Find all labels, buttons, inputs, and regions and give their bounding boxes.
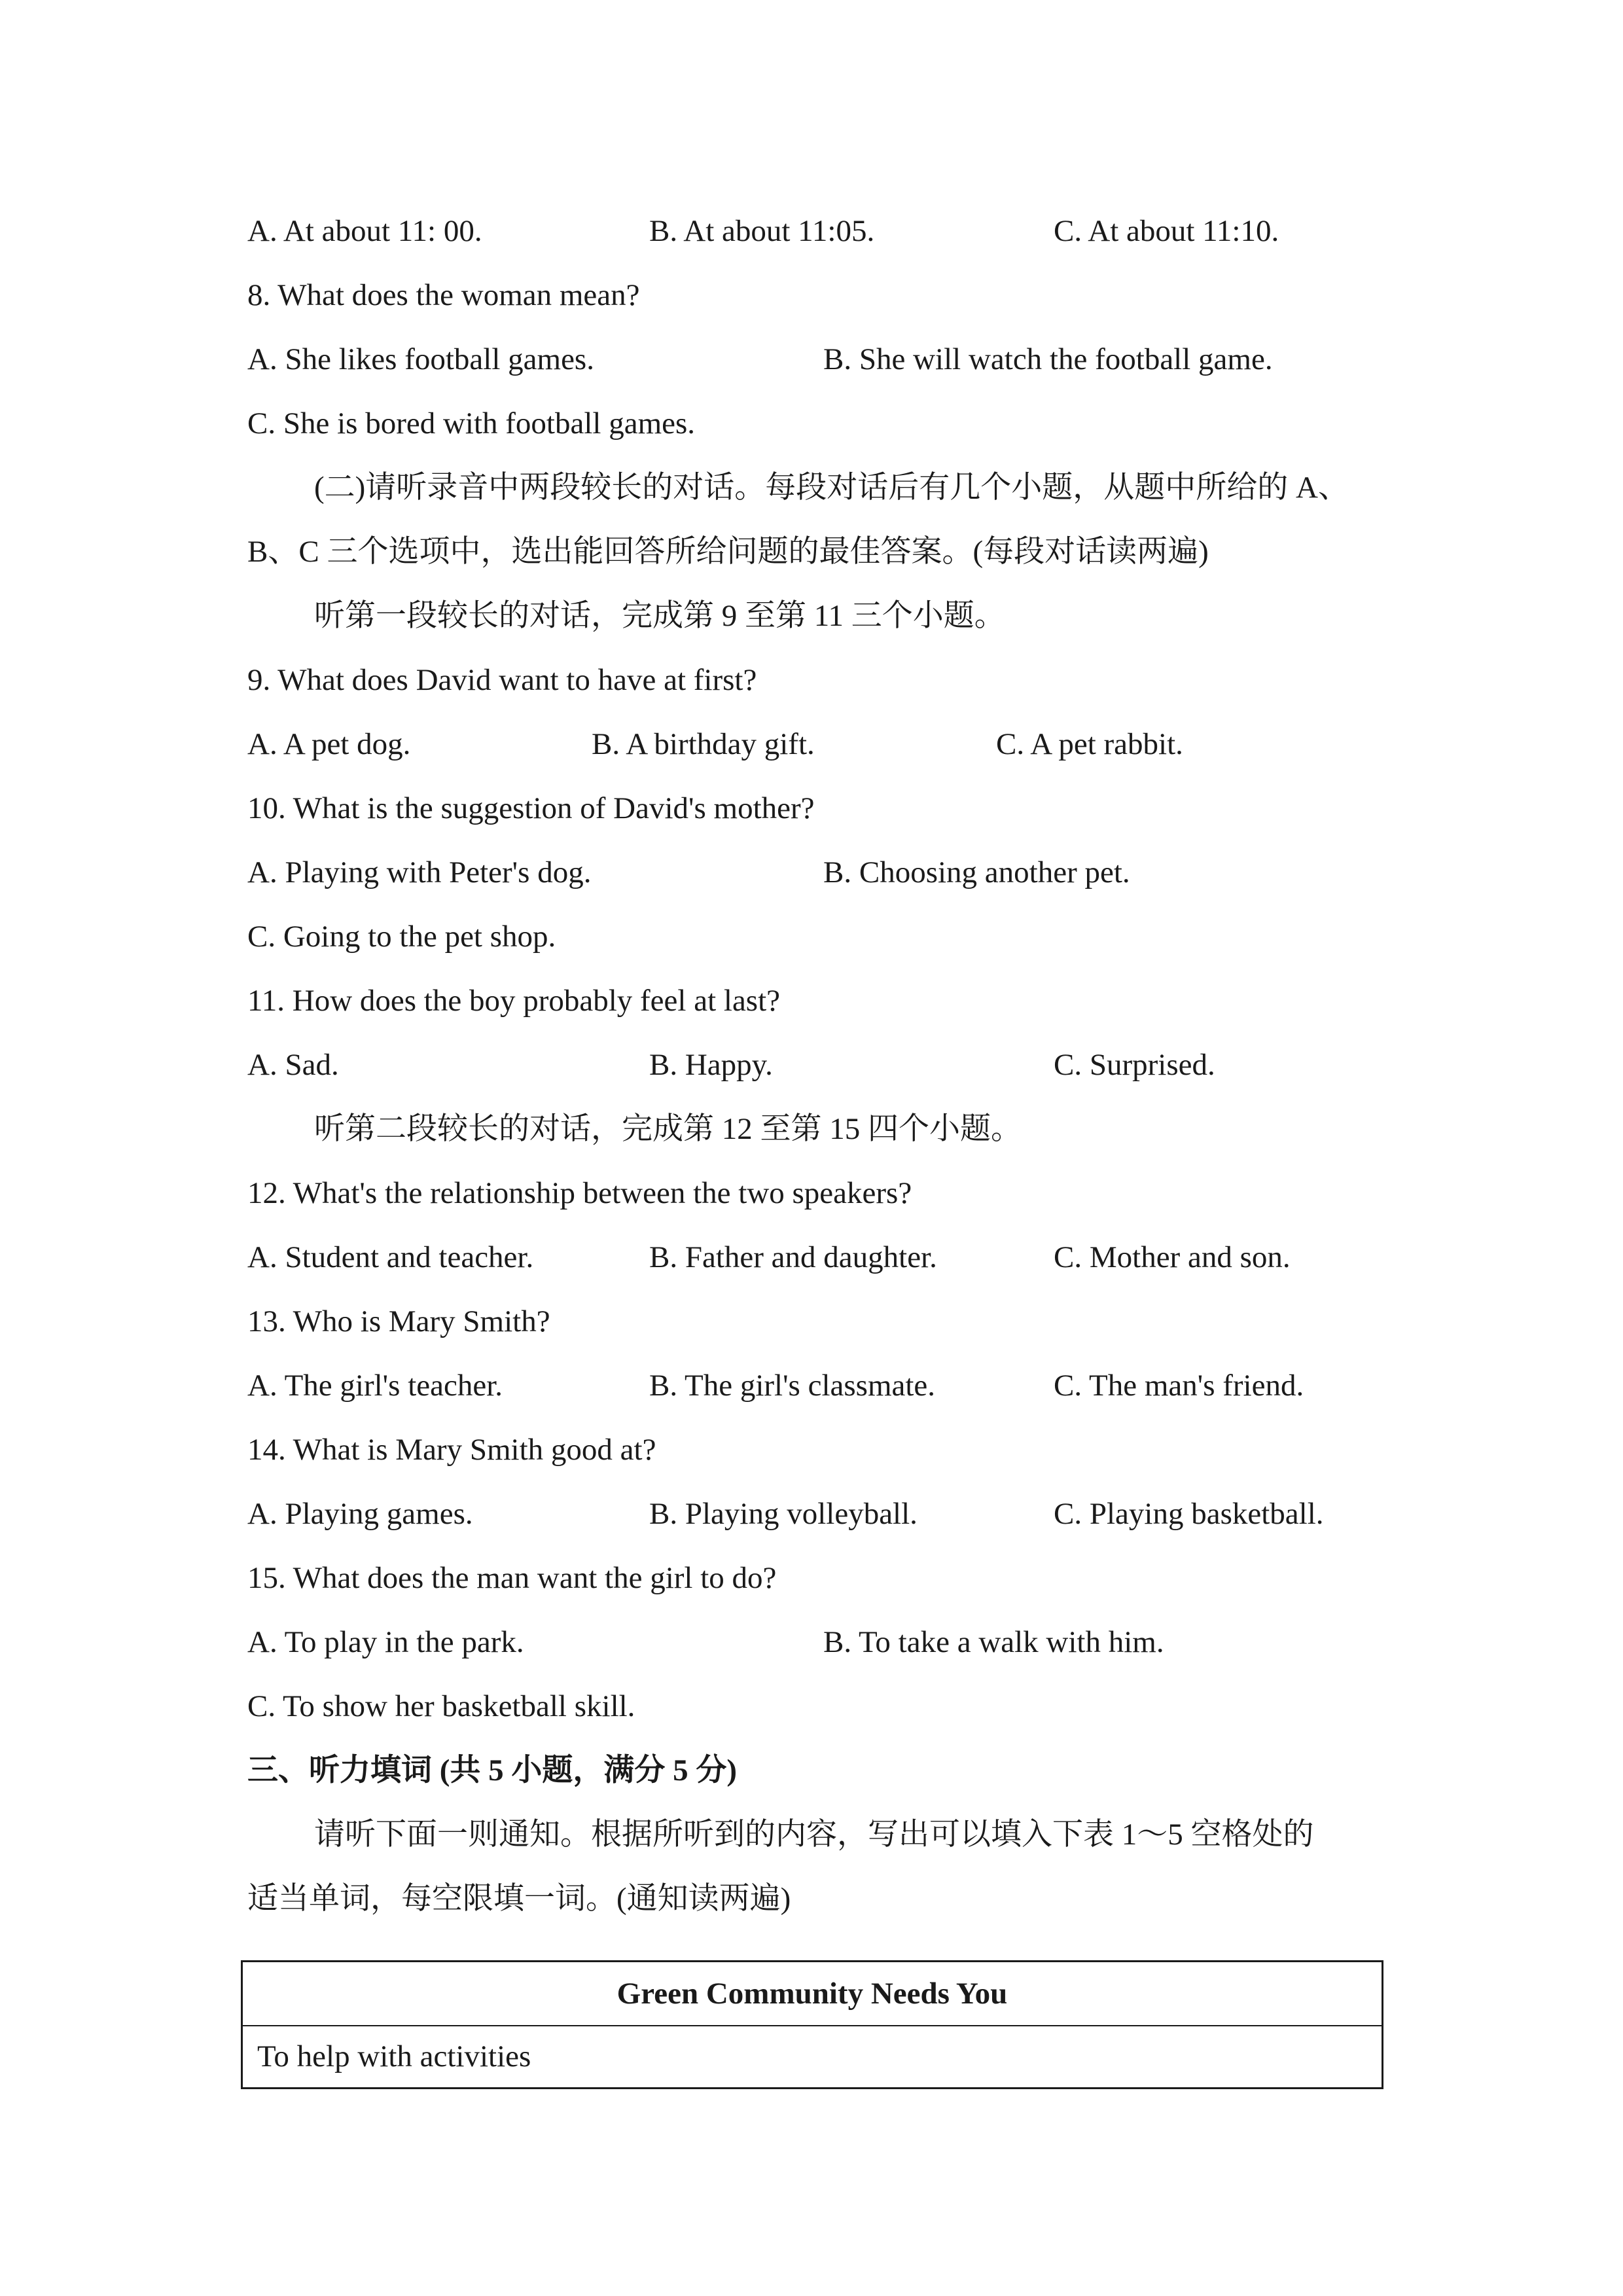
section3-instruction-line1: 请听下面一则通知。根据所听到的内容，写出可以填入下表 1～5 空格处的 <box>314 1818 1314 1852</box>
q13-question: 13. Who is Mary Smith? <box>247 1304 550 1338</box>
q12-question: 12. What's the relationship between the two speakers? <box>247 1176 912 1210</box>
q14-option-b: B. Playing volleyball. <box>649 1497 918 1531</box>
section2-instruction-line2: B、C 三个选项中，选出能回答所给问题的最佳答案。(每段对话读两遍) <box>247 535 1209 569</box>
q15-question: 15. What does the man want the girl to do? <box>247 1561 777 1595</box>
q13-option-a: A. The girl's teacher. <box>247 1369 503 1403</box>
table-row: To help with activities <box>257 2039 531 2073</box>
q15-option-a: A. To play in the park. <box>247 1625 524 1659</box>
q14-option-a: A. Playing games. <box>247 1497 473 1531</box>
notice-table <box>241 1960 1383 2089</box>
q10-option-a: A. Playing with Peter's dog. <box>247 855 592 889</box>
q13-option-b: B. The girl's classmate. <box>649 1369 936 1403</box>
q9-option-a: A. A pet dog. <box>247 727 411 761</box>
q10-option-b: B. Choosing another pet. <box>823 855 1130 889</box>
q9-option-c: C. A pet rabbit. <box>996 727 1183 761</box>
q8-option-b: B. She will watch the football game. <box>823 342 1273 376</box>
q8-option-a: A. She likes football games. <box>247 342 594 376</box>
q9-question: 9. What does David want to have at first? <box>247 663 757 697</box>
q11-option-c: C. Surprised. <box>1054 1048 1215 1082</box>
q7-option-c: C. At about 11:10. <box>1054 214 1279 248</box>
q12-option-c: C. Mother and son. <box>1054 1240 1291 1274</box>
q11-option-b: B. Happy. <box>649 1048 773 1082</box>
q10-question: 10. What is the suggestion of David's mother? <box>247 791 815 825</box>
q10-option-c: C. Going to the pet shop. <box>247 920 556 954</box>
q12-option-a: A. Student and teacher. <box>247 1240 534 1274</box>
section3-heading: 三、听力填词 (共 5 小题，满分 5 分) <box>247 1753 738 1787</box>
dialogue2-intro: 听第二段较长的对话，完成第 12 至第 15 四个小题。 <box>314 1112 1022 1146</box>
q11-question: 11. How does the boy probably feel at last? <box>247 984 781 1018</box>
q8-question: 8. What does the woman mean? <box>247 278 640 312</box>
q8-option-c: C. She is bored with football games. <box>247 406 696 440</box>
q14-question: 14. What is Mary Smith good at? <box>247 1433 656 1467</box>
section2-instruction-line1: (二)请听录音中两段较长的对话。每段对话后有几个小题，从题中所给的 A、 <box>314 471 1349 505</box>
q15-option-c: C. To show her basketball skill. <box>247 1689 635 1723</box>
q14-option-c: C. Playing basketball. <box>1054 1497 1324 1531</box>
q15-option-b: B. To take a walk with him. <box>823 1625 1164 1659</box>
dialogue1-intro: 听第一段较长的对话，完成第 9 至第 11 三个小题。 <box>314 599 1005 633</box>
q7-option-a: A. At about 11: 00. <box>247 214 482 248</box>
section3-instruction-line2: 适当单词，每空限填一词。(通知读两遍) <box>247 1882 791 1916</box>
q7-option-b: B. At about 11:05. <box>649 214 875 248</box>
q13-option-c: C. The man's friend. <box>1054 1369 1304 1403</box>
table-title: Green Community Needs You <box>243 1962 1382 2026</box>
q11-option-a: A. Sad. <box>247 1048 339 1082</box>
q9-option-b: B. A birthday gift. <box>592 727 815 761</box>
q12-option-b: B. Father and daughter. <box>649 1240 937 1274</box>
